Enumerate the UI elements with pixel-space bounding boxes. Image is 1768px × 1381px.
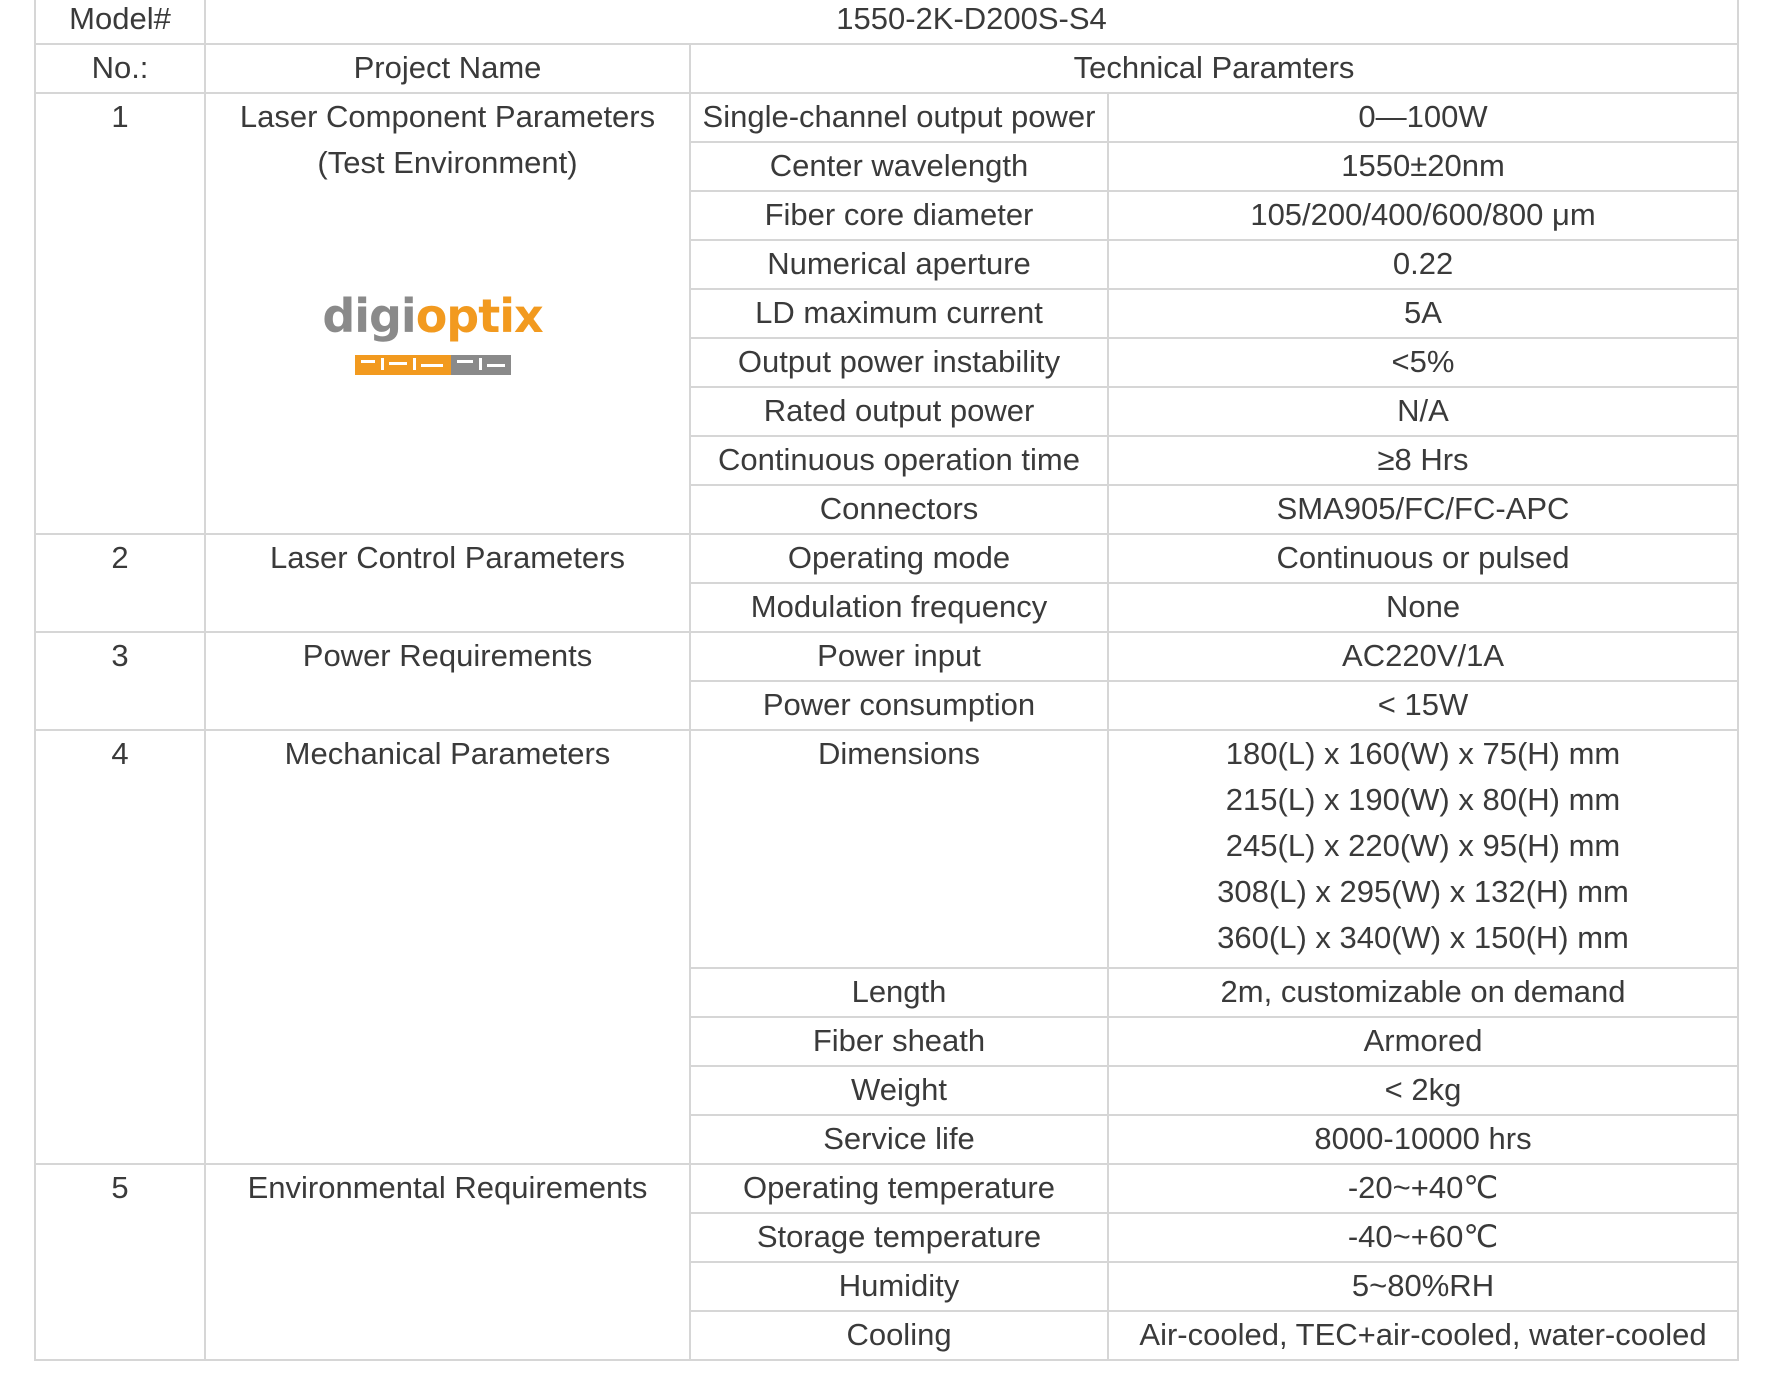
param-value: N/A bbox=[1108, 387, 1738, 436]
digioptix-logo bbox=[205, 290, 689, 391]
param-name: Storage temperature bbox=[690, 1213, 1108, 1262]
section-name: Environmental Requirements bbox=[205, 1164, 690, 1360]
spec-table bbox=[34, 0, 1739, 1361]
param-name: Fiber core diameter bbox=[690, 191, 1108, 240]
param-value: 0.22 bbox=[1108, 240, 1738, 289]
param-name: Power consumption bbox=[690, 681, 1108, 730]
param-value: < 2kg bbox=[1108, 1066, 1738, 1115]
project-name-header: Project Name bbox=[205, 44, 690, 93]
param-value: 2m, customizable on demand bbox=[1108, 968, 1738, 1017]
param-value: 105/200/400/600/800 μm bbox=[1108, 191, 1738, 240]
param-value: Armored bbox=[1108, 1017, 1738, 1066]
logo-part-optix: optix bbox=[415, 289, 543, 343]
section-name: Laser Control Parameters bbox=[205, 534, 690, 632]
section-name-line: Laser Component Parameters bbox=[239, 99, 656, 134]
table-row bbox=[35, 730, 1738, 968]
param-name: Modulation frequency bbox=[690, 583, 1108, 632]
section-name bbox=[205, 93, 690, 534]
param-name: Cooling bbox=[690, 1311, 1108, 1360]
dimension-option: 215(L) x 190(W) x 80(H) mm bbox=[1225, 782, 1621, 817]
param-name: Operating mode bbox=[690, 534, 1108, 583]
param-name: Rated output power bbox=[690, 387, 1108, 436]
logo-wordmark bbox=[322, 289, 542, 343]
param-value: -20~+40℃ bbox=[1108, 1164, 1738, 1213]
table-row bbox=[35, 93, 1738, 142]
param-value: -40~+60℃ bbox=[1108, 1213, 1738, 1262]
param-name: Output power instability bbox=[690, 338, 1108, 387]
section-name-line: (Test Environment) bbox=[317, 145, 578, 180]
param-value: Continuous or pulsed bbox=[1108, 534, 1738, 583]
section-name: Mechanical Parameters bbox=[205, 730, 690, 1164]
param-name: LD maximum current bbox=[690, 289, 1108, 338]
param-value: Air-cooled, TEC+air-cooled, water-cooled bbox=[1108, 1311, 1738, 1360]
param-value: <5% bbox=[1108, 338, 1738, 387]
dimension-option: 360(L) x 340(W) x 150(H) mm bbox=[1217, 920, 1629, 955]
header-row bbox=[35, 44, 1738, 93]
param-name: Connectors bbox=[690, 485, 1108, 534]
param-value: None bbox=[1108, 583, 1738, 632]
param-value: 5~80%RH bbox=[1108, 1262, 1738, 1311]
param-value: 5A bbox=[1108, 289, 1738, 338]
table-row bbox=[35, 632, 1738, 681]
param-name: Humidity bbox=[690, 1262, 1108, 1311]
param-name: Fiber sheath bbox=[690, 1017, 1108, 1066]
param-name: Center wavelength bbox=[690, 142, 1108, 191]
dimension-option: 308(L) x 295(W) x 132(H) mm bbox=[1217, 874, 1629, 909]
param-name: Continuous operation time bbox=[690, 436, 1108, 485]
param-name: Numerical aperture bbox=[690, 240, 1108, 289]
model-value: 1550-2K-D200S-S4 bbox=[205, 0, 1738, 44]
param-value: 8000-10000 hrs bbox=[1108, 1115, 1738, 1164]
param-value: 0—100W bbox=[1108, 93, 1738, 142]
param-name: Power input bbox=[690, 632, 1108, 681]
param-name: Length bbox=[690, 968, 1108, 1017]
table-row bbox=[35, 534, 1738, 583]
model-label: Model# bbox=[35, 0, 205, 44]
param-name: Operating temperature bbox=[690, 1164, 1108, 1213]
param-name: Single-channel output power bbox=[690, 93, 1108, 142]
section-number: 2 bbox=[35, 534, 205, 632]
dimension-option: 180(L) x 160(W) x 75(H) mm bbox=[1225, 736, 1621, 771]
param-value: AC220V/1A bbox=[1108, 632, 1738, 681]
param-value: ≥8 Hrs bbox=[1108, 436, 1738, 485]
section-number: 3 bbox=[35, 632, 205, 730]
section-number: 4 bbox=[35, 730, 205, 1164]
section-number: 5 bbox=[35, 1164, 205, 1360]
section-name: Power Requirements bbox=[205, 632, 690, 730]
logo-part-digi: digi bbox=[322, 289, 416, 343]
param-value: 1550±20nm bbox=[1108, 142, 1738, 191]
dimensions-values bbox=[1108, 730, 1738, 968]
param-value: SMA905/FC/FC-APC bbox=[1108, 485, 1738, 534]
param-name: Dimensions bbox=[690, 730, 1108, 968]
table-row bbox=[35, 1164, 1738, 1213]
param-value: < 15W bbox=[1108, 681, 1738, 730]
param-name: Weight bbox=[690, 1066, 1108, 1115]
model-row bbox=[35, 0, 1738, 44]
section-number: 1 bbox=[35, 93, 205, 534]
technical-parameters-header: Technical Paramters bbox=[690, 44, 1738, 93]
no-header: No.: bbox=[35, 44, 205, 93]
param-name: Service life bbox=[690, 1115, 1108, 1164]
dimension-option: 245(L) x 220(W) x 95(H) mm bbox=[1225, 828, 1621, 863]
logo-persian-banner-icon bbox=[355, 352, 511, 378]
